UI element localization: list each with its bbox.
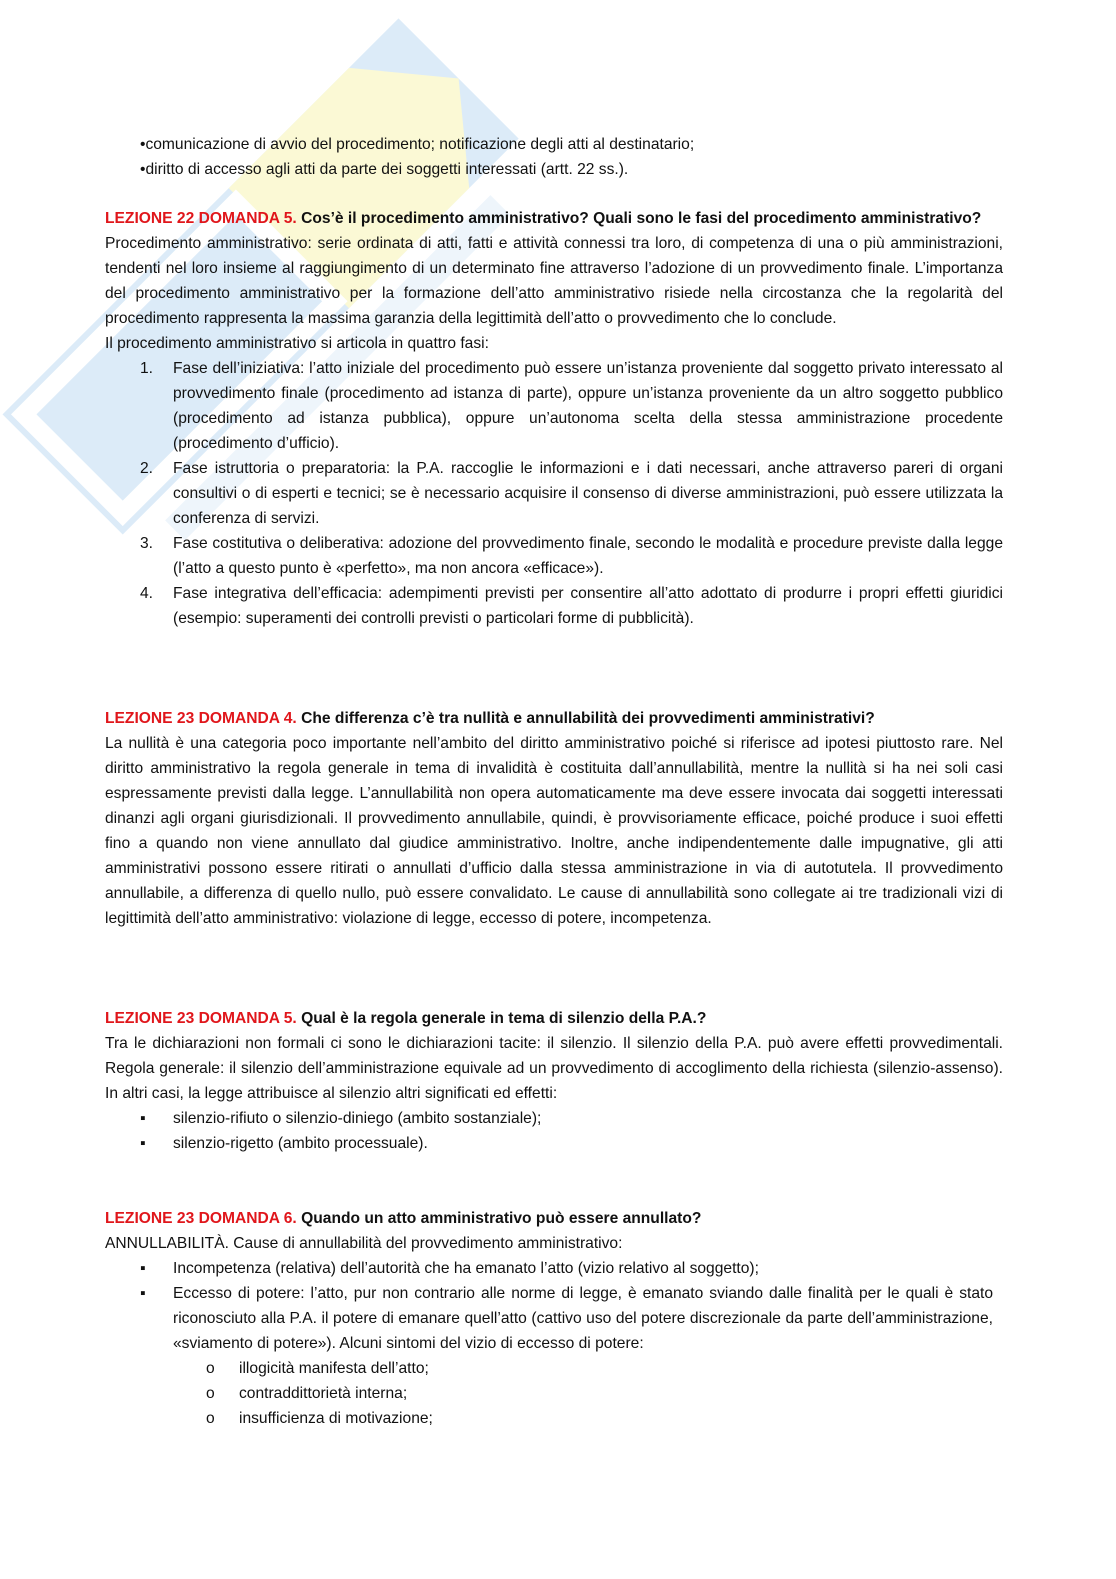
paragraph: Il procedimento amministrativo si articola in quattro fasi:	[105, 335, 489, 352]
section-lezione-23-domanda-4	[105, 706, 1003, 931]
list-item	[105, 1106, 1003, 1131]
circle-bullet-icon: o	[206, 1410, 215, 1427]
list-number: 4.	[140, 585, 154, 602]
question-label: LEZIONE 23 DOMANDA 5.	[105, 1010, 297, 1027]
paragraph: Procedimento amministrativo: serie ordinata di atti, fatti e attività connessi tra loro, di competenza di una o più amministrazioni, tendenti nel loro insieme al raggiungimento di un determinato fine attraverso l’adozione di un provvedimento finale. L’importanza del procedimento amministrativo per la formazione dell’atto amministrativo risiede nella circostanza che la regolarità del procedimento rappresenta la massima garanzia della legittimità dell’atto o provvedimento che lo conclude.	[105, 235, 1003, 327]
list-item	[105, 1256, 993, 1281]
list-item	[105, 1356, 993, 1381]
list-item	[105, 356, 1003, 456]
top-bullets	[105, 132, 1003, 182]
sub-bullet-list	[105, 1356, 993, 1431]
section-lezione-23-domanda-6	[105, 1206, 993, 1431]
question-heading	[105, 706, 1003, 731]
paragraph: ANNULLABILITÀ. Cause di annullabilità del provvedimento amministrativo:	[105, 1235, 623, 1252]
bullet-list	[105, 1106, 1003, 1156]
list-number: 2.	[140, 460, 154, 477]
bullet-list	[105, 1256, 993, 1356]
circle-bullet-icon: o	[206, 1360, 215, 1377]
list-item	[105, 1406, 993, 1431]
question-heading	[105, 1206, 993, 1231]
list-text: silenzio-rigetto (ambito processuale).	[173, 1135, 428, 1152]
square-bullet-icon: ▪	[140, 1135, 146, 1152]
question-heading	[105, 1006, 1003, 1031]
paragraph: La nullità è una categoria poco importante nell’ambito del diritto amministrativo poiché si riferisce ad ipotesi piuttosto rare. Nel diritto amministrativo la regola generale in tema di invalidità è costituita dall’annullabilità, mentre la nullità si ha nei soli casi espressamente previsti dalla legge. L’annullabilità non opera automaticamente ma deve essere invocata dai soggetti interessati dinanzi agli organi giurisdizionali. Il provvedimento annullabile, quindi, è provvisoriamente efficace, poiché produce i suoi effetti fino a quando non viene annullato dal giudice amministrativo. Inoltre, anche indipendentemente dalle impugnative, gli atti amministrativi possono essere ritirati o annullati d’ufficio dalla stessa amministrazione in via di autotutela. Il provvedimento annullabile, a differenza di quello nullo, può essere convalidato. Le cause di annullabilità sono collegate ai tre tradizionali vizi di legittimità dell’atto amministrativo: violazione di legge, eccesso di potere, incompetenza.	[105, 735, 1003, 927]
square-bullet-icon: ▪	[140, 1285, 146, 1302]
question-text: Quando un atto amministrativo può essere annullato?	[301, 1210, 702, 1227]
list-item: •diritto di accesso agli atti da parte dei soggetti interessati (artt. 22 ss.).	[140, 161, 629, 178]
list-item: •comunicazione di avvio del procedimento; notificazione degli atti al destinatario;	[140, 136, 695, 153]
question-text: Che differenza c’è tra nullità e annullabilità dei provvedimenti amministrativi?	[301, 710, 875, 727]
list-text: illogicità manifesta dell’atto;	[239, 1360, 429, 1377]
list-text: Eccesso di potere: l’atto, pur non contrario alle norme di legge, è emanato sviando dalle finalità per le quali è stato riconosciuto alla P.A. il potere di emanare quell’atto (cattivo uso del potere discrezionale da parte dell’amministrazione, «sviamento di potere»). Alcuni sintomi del vizio di eccesso di potere:	[173, 1285, 993, 1352]
list-item	[105, 1381, 993, 1406]
paragraph: Tra le dichiarazioni non formali ci sono le dichiarazioni tacite: il silenzio. Il silenzio della P.A. può avere effetti provvedimentali. Regola generale: il silenzio dell’amministrazione equivale ad un provvedimento di accoglimento della richiesta (silenzio-assenso). In altri casi, la legge attribuisce al silenzio altri significati ed effetti:	[105, 1035, 1003, 1102]
list-text: silenzio-rifiuto o silenzio-diniego (ambito sostanziale);	[173, 1110, 542, 1127]
section-lezione-22-domanda-5	[105, 206, 1003, 631]
list-text: contraddittorietà interna;	[239, 1385, 408, 1402]
question-label: LEZIONE 23 DOMANDA 6.	[105, 1210, 297, 1227]
list-text: Fase istruttoria o preparatoria: la P.A. raccoglie le informazioni e i dati necessari, anche attraverso pareri di organi consultivi o di esperti e tecnici; se è necessario acquisire il consenso di diverse amministrazioni, può essere utilizzata la conferenza di servizi.	[173, 460, 1003, 527]
list-text: Fase costitutiva o deliberativa: adozione del provvedimento finale, secondo le modalità e procedure previste dalla legge (l’atto a questo punto è «perfetto», ma non ancora «efficace»).	[173, 535, 1003, 577]
list-item	[105, 531, 1003, 581]
list-item	[105, 581, 1003, 631]
question-label: LEZIONE 22 DOMANDA 5.	[105, 210, 297, 227]
square-bullet-icon: ▪	[140, 1110, 146, 1127]
question-text: Cos’è il procedimento amministrativo? Quali sono le fasi del procedimento amministrativo?	[301, 210, 982, 227]
circle-bullet-icon: o	[206, 1385, 215, 1402]
list-text: Fase dell’iniziativa: l’atto iniziale del procedimento può essere un’istanza proveniente dal soggetto privato interessato al provvedimento finale (procedimento ad istanza di parte), oppure un’istanza proveniente da un altro soggetto pubblico (procedimento ad istanza pubblica), oppure un’autonoma scelta della stessa amministrazione procedente (procedimento d’ufficio).	[173, 360, 1003, 452]
question-text: Qual è la regola generale in tema di silenzio della P.A.?	[301, 1010, 707, 1027]
numbered-list	[105, 356, 1003, 631]
list-number: 3.	[140, 535, 154, 552]
list-number: 1.	[140, 360, 154, 377]
square-bullet-icon: ▪	[140, 1260, 146, 1277]
list-item	[105, 1131, 1003, 1156]
question-heading	[105, 206, 1003, 231]
list-text: insufficienza di motivazione;	[239, 1410, 433, 1427]
question-label: LEZIONE 23 DOMANDA 4.	[105, 710, 297, 727]
list-text: Incompetenza (relativa) dell’autorità che ha emanato l’atto (vizio relativo al soggetto);	[173, 1260, 759, 1277]
list-text: Fase integrativa dell’efficacia: adempimenti previsti per consentire all’atto adottato di produrre i propri effetti giuridici (esempio: superamenti dei controlli previsti o particolari forme di pubblicità).	[173, 585, 1003, 627]
list-item	[105, 456, 1003, 531]
list-item	[105, 1281, 993, 1356]
section-lezione-23-domanda-5	[105, 1006, 1003, 1156]
